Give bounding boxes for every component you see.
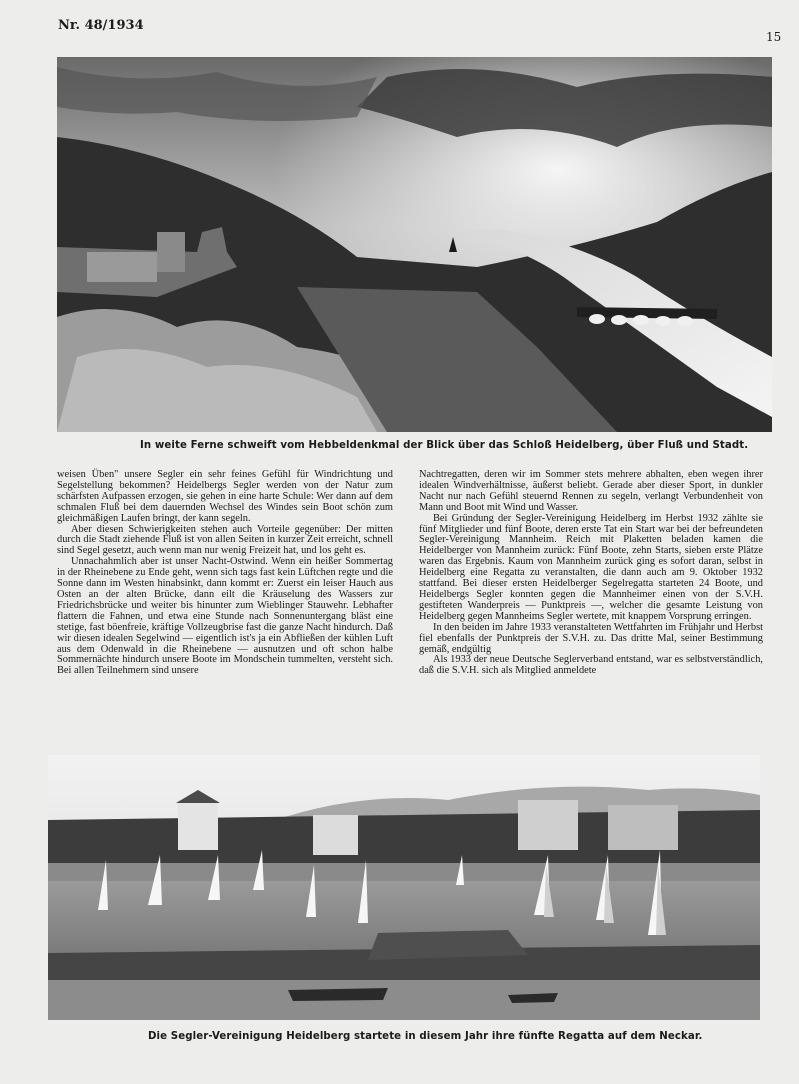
paragraph: Bei Gründung der Segler-Vereinigung Heidelberg im Herbst 1932 zählte sie fünf Mitglieder und fünf Boote, deren erste Tat ein Start war bei der befreundeten Segler-Vereinigung Mannheim. Reich mit Plaketten beladen kamen die Heidelberger von Mannheim zurück: Fünf Boote, zehn Starts, sieben erste Plätze waren das Ergebnis. Kaum von Mannheim zurück ging es sofort daran, selbst in Heidelberg eine Regatta zu veranstalten, die dann auch am 9. Oktober 1932 stattfand. Bei dieser ersten Heidelberger Segelregatta starteten 24 Boote, und Heidelbergs Segler konnten gegen die Mannheimer einen von der S.V.H. gestifteten Wanderpreis — Punktpreis —, welcher die gesamte Leistung von Heidelberg gegen Mannheims Segler wertete, mit knappem Vorsprung erringen. [419, 512, 763, 622]
paragraph: Nachtregatten, deren wir im Sommer stets mehrere abhalten, eben wegen ihrer idealen Windverhältnisse, äußerst beliebt. Gerade aber dieser Sport, in dunkler Nacht nur nach Gefühl steuernd Rennen zu segeln, verlangt Verbundenheit von Mann und Boot mit Wind und Wasser. [419, 469, 763, 513]
top-photo-caption: In weite Ferne schweift vom Hebbeldenkmal der Blick über das Schloß Heidelberg, über Fluß und Stadt. [140, 440, 749, 451]
paragraph: Unnachahmlich aber ist unser Nacht-Ostwind. Wenn ein heißer Sommertag in der Rheinebene zu Ende geht, wenn sich tags fast kein Lüftchen regte und die Sonne dann im Westen hinabsinkt, dann kommt er: Zuerst ein leiser Hauch aus Osten an der alten Brücke, dann eilt die Kräuselung des Wassers zur Friedrichsbrücke und weiter bis hinunter zum Wieblinger Stauwehr. Lebhafter flattern die Fahnen, und etwa eine Stunde nach Sonnenuntergang bläst eine stetige, fast böenfreie, kräftige Vollzeugbrise fast die ganze Nacht hindurch. Daß wir diesen idealen Segelwind — eigentlich ist's ja ein Abfließen der kühlen Luft aus dem Odenwald in die Rheinebene — ausnutzen und oft schon halbe Sommernächte hindurch unsere Boote im Mondschein tummelten, versteht sich. Bei allen Teilnehmern sind unsere [57, 556, 393, 677]
paragraph: Als 1933 der neue Deutsche Seglerverband entstand, war es selbstverständlich, daß die S.V.H. sich als Mitglied anmeldete [419, 654, 763, 677]
regatta-photo [48, 755, 760, 1020]
page-number: 15 [766, 30, 782, 44]
article-right-column [419, 470, 763, 677]
paragraph: In den beiden im Jahre 1933 veranstalteten Wettfahrten im Frühjahr und Herbst fiel ebenfalls der Punktpreis der S.V.H. zu. Das dritte Mal, seiner Bestimmung gemäß, endgültig [419, 621, 763, 655]
issue-number: Nr. 48/1934 [58, 18, 144, 33]
heidelberg-panorama-photo [57, 57, 772, 432]
article-left-column [57, 470, 393, 677]
bottom-photo-caption: Die Segler-Vereinigung Heidelberg startete in diesem Jahr ihre fünfte Regatta auf dem Neckar. [148, 1031, 703, 1042]
paragraph: Aber diesen Schwierigkeiten stehen auch Vorteile gegenüber: Der mitten durch die Stadt ziehende Fluß ist von allen Seiten in kurzer Zeit erreicht, schnell sind Segel gesetzt, auch wenn man nur wenig Freizeit hat, und los geht es. [57, 523, 393, 557]
paragraph: weisen Üben" unsere Segler ein sehr feines Gefühl für Windrichtung und Segelstellung bekommen? Heidelbergs Segler werden von der Natur zum schärfsten Aufpassen erzogen, sie gehen in eine harte Schule: Wer dann auf dem schmalen Fluß bei dem dauernden Wechsel des Windes sein Boot schön zum gleichmäßigen Laufen bringt, der kann segeln. [57, 469, 393, 524]
